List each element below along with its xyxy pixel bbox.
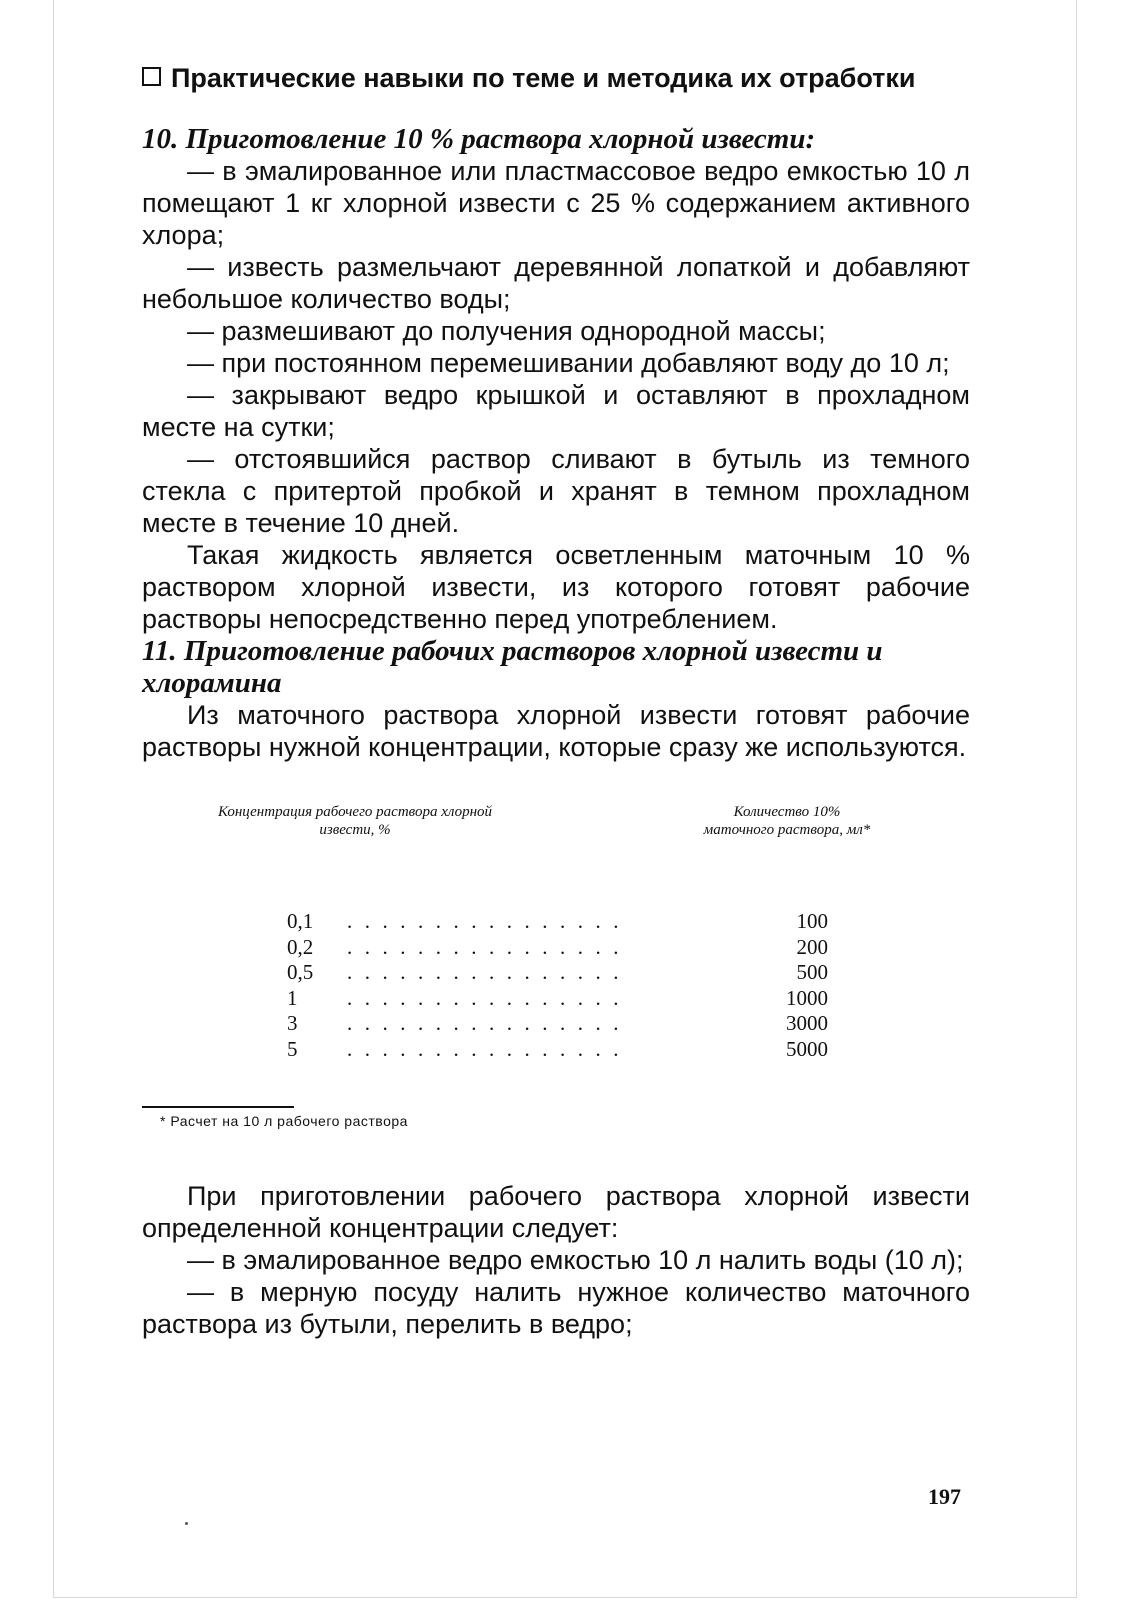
page-number: 197 [928,1484,961,1509]
footnote: * Расчет на 10 л рабочего раствора [160,1113,408,1129]
row-amount: 200 [796,934,828,959]
table-header-concentration: Концентрация рабочего раствора хлорной извести, % [217,804,493,838]
row-leader-dots: ................ [347,960,631,984]
item10-step: — закрывают ведро крышкой и оставляют в прохладном месте на сутки; [142,380,970,442]
section-heading-text: Практические навыки по теме и методика их отработки [171,63,916,93]
row-amount: 100 [796,909,828,933]
item10-step: — известь размельчают деревянной лопаткой и добавляют небольшое количество воды; [142,252,970,314]
row-leader-dots: ................ [347,909,631,933]
row-amount: 5000 [786,1036,828,1061]
row-leader-dots: ................ [347,1011,631,1035]
row-amount: 3000 [786,1011,828,1035]
table-row [142,1011,970,1037]
row-concentration: 0,1 [287,909,314,933]
section-heading [142,62,970,95]
footnote-divider [142,1106,294,1108]
table-row [142,1037,970,1063]
item10-heading: 10. Приготовление 10 % раствора хлорной извести: [142,123,816,155]
checkbox-square-icon [142,67,161,86]
row-concentration: 0,2 [287,934,314,959]
row-amount: 1000 [786,985,828,1010]
page-content [142,62,970,1340]
table-row [142,986,970,1012]
row-leader-dots: ................ [347,1036,631,1061]
preparation-step: — в эмалированное ведро емкостью 10 л налить воды (10 л); [187,1245,964,1275]
item11-heading: 11. Приготовление рабочих растворов хлорной извести и хлорамина [142,635,883,699]
print-speck [185,1522,188,1525]
concentration-table [142,909,970,1062]
preparation-step: — в мерную посуду налить нужное количество маточного раствора из бутыли, перелить в ведро; [142,1277,970,1339]
preparation-intro: При приготовлении рабочего раствора хлорной извести определенной концентрации следует: [142,1181,970,1243]
table-row [142,909,970,935]
row-concentration: 0,5 [287,960,314,984]
item10-conclusion: Такая жидкость является осветленным маточным 10 % раствором хлорной извести, из которого готовят рабочие растворы непосредственно перед употреблением. [142,540,970,634]
row-leader-dots: ................ [347,985,631,1010]
row-amount: 500 [796,960,828,984]
table-header [142,803,970,895]
row-concentration: 3 [287,1011,298,1035]
table-header-amount: Количество 10% маточного раствора, мл* [703,804,871,838]
row-concentration: 1 [287,985,298,1010]
row-leader-dots: ................ [347,934,631,959]
item10-step: — при постоянном перемешивании добавляют воду до 10 л; [187,348,950,378]
item10-step: — в эмалированное или пластмассовое ведро емкостью 10 л помещают 1 кг хлорной извести с 25 % содержанием активного хлора; [142,156,970,250]
item11-intro: Из маточного раствора хлорной извести готовят рабочие растворы нужной концентрации, которые сразу же используются. [142,700,970,762]
table-row [142,960,970,986]
item10-step: — размешивают до получения однородной массы; [187,316,826,346]
row-concentration: 5 [287,1036,298,1061]
item10-step: — отстоявшийся раствор сливают в бутыль из темного стекла с притертой пробкой и хранят в темном прохладном месте в течение 10 дней. [142,444,970,538]
table-row [142,935,970,961]
